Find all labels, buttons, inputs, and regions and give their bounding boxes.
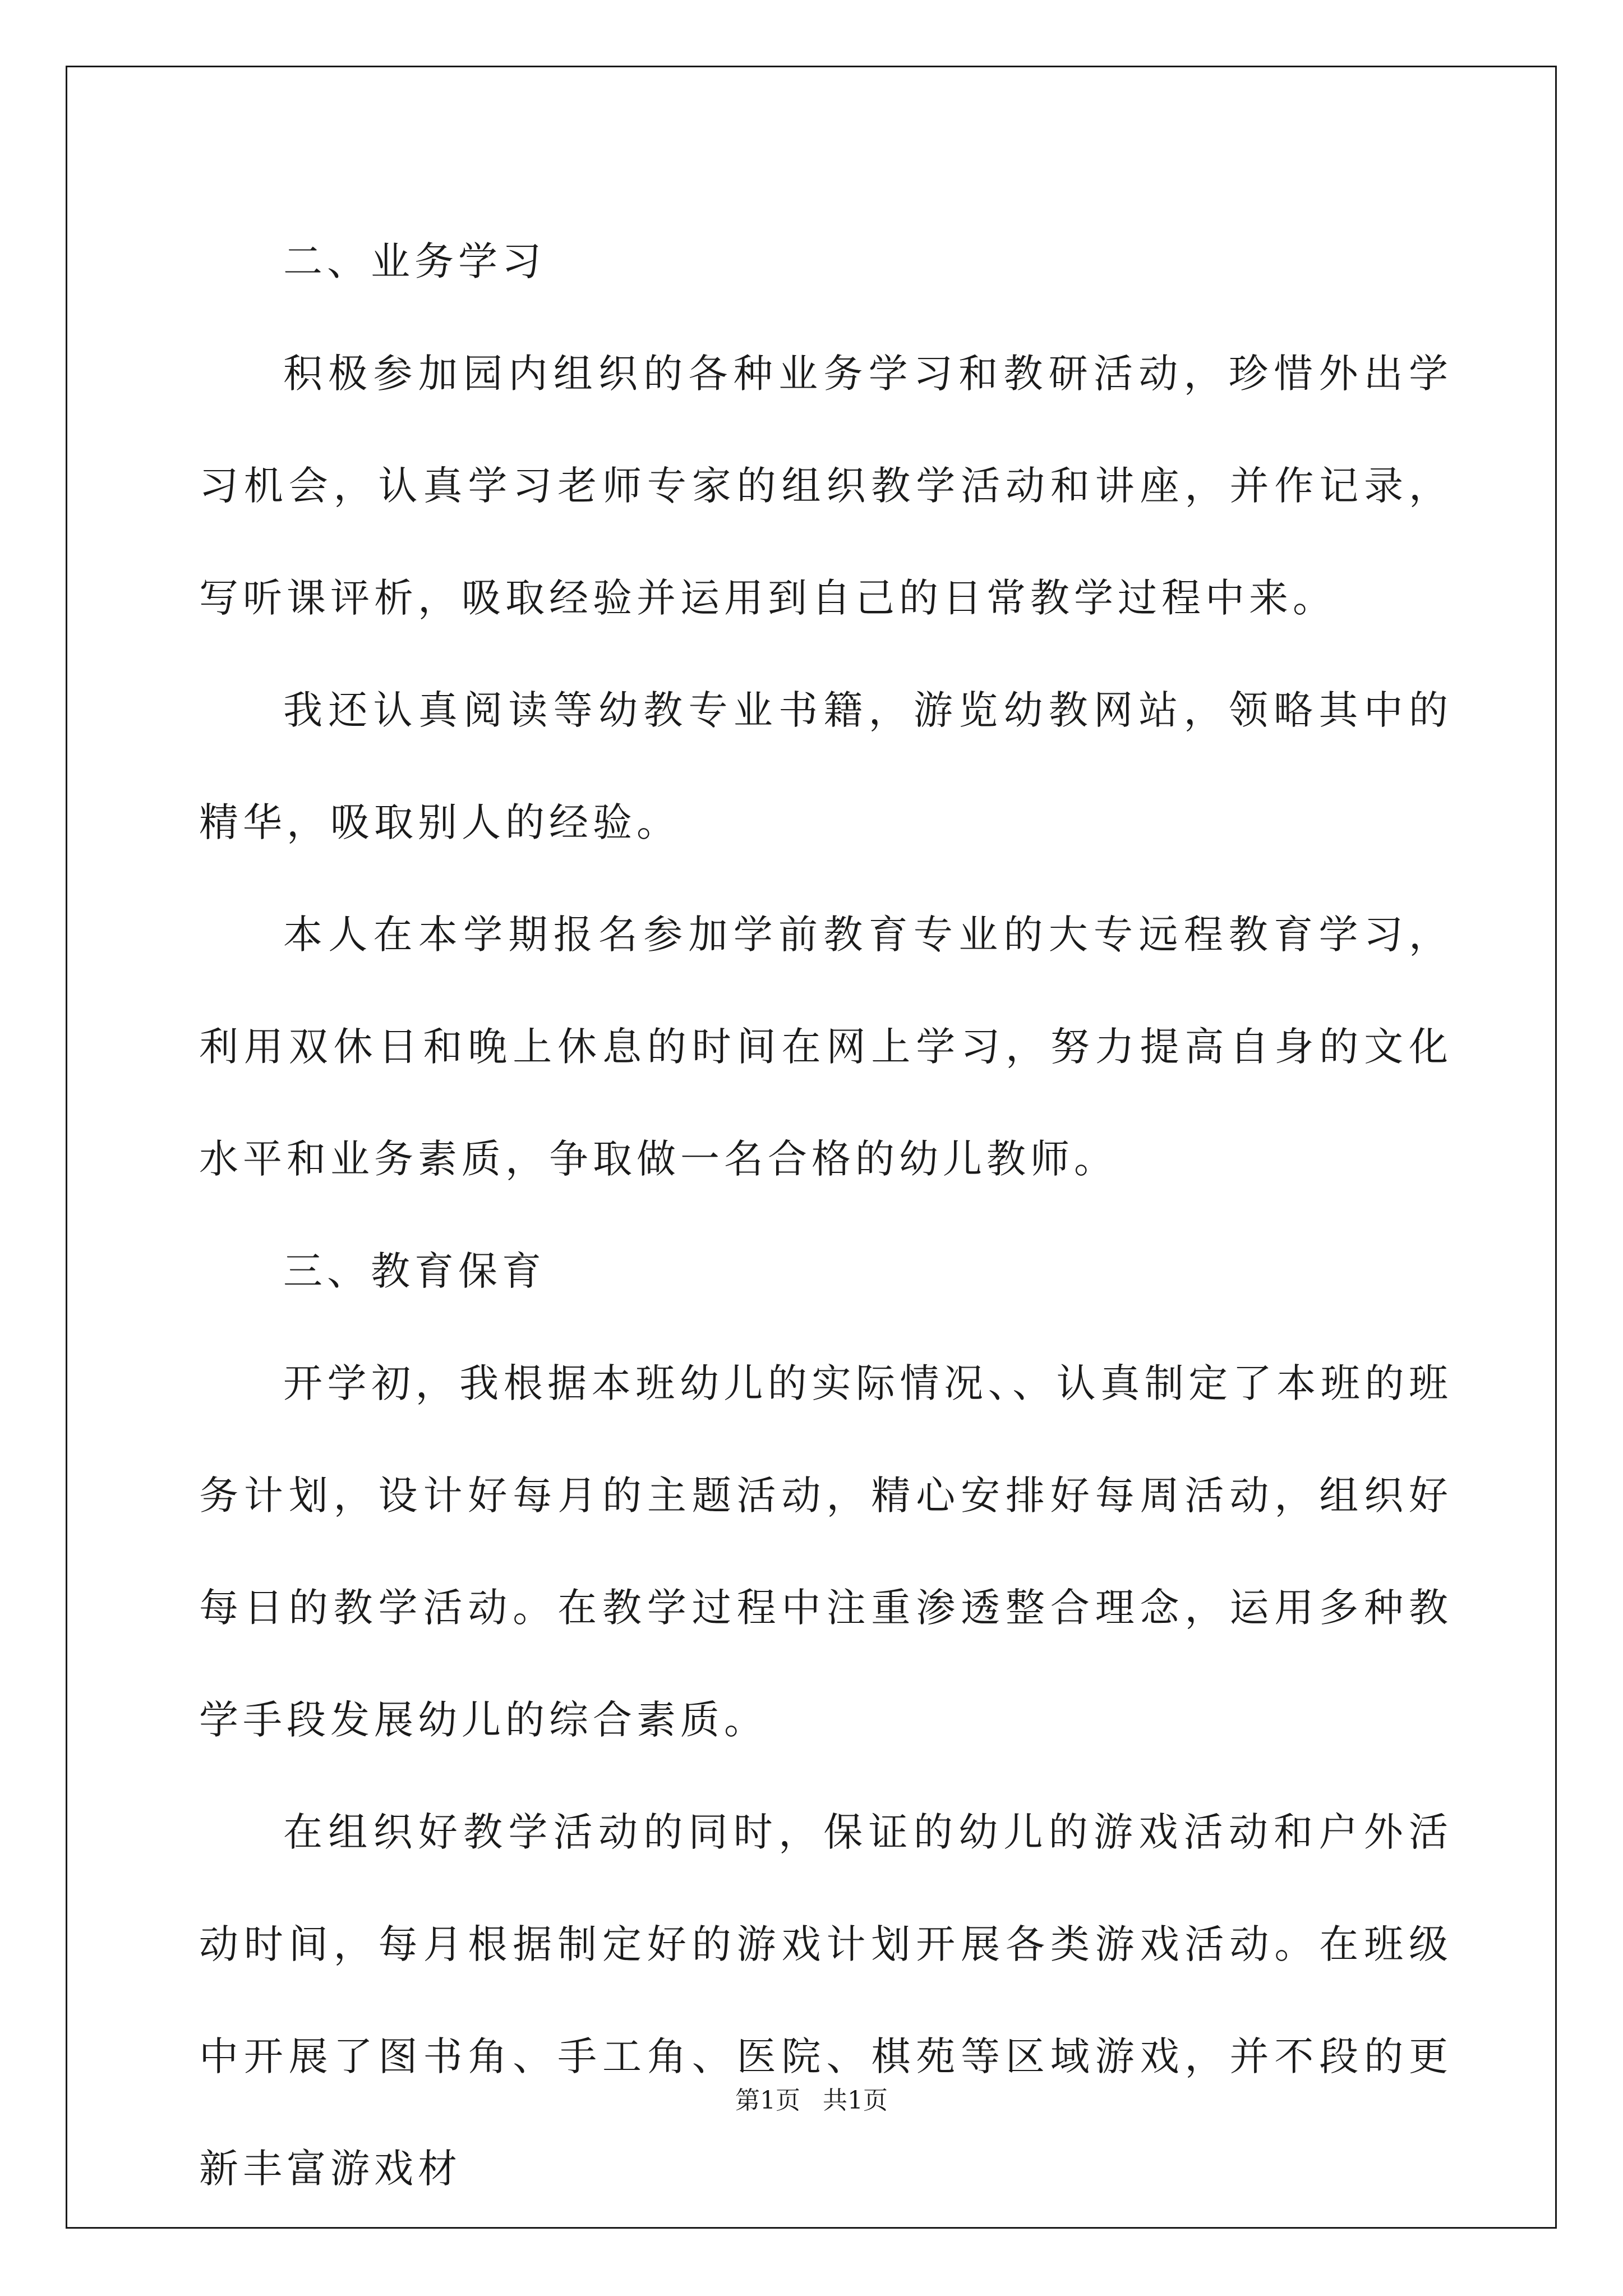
page-footer bbox=[0, 2080, 1623, 2116]
page-total: 共1页 bbox=[823, 2086, 888, 2115]
paragraph: 开学初，我根据本班幼儿的实际情况、、认真制定了本班的班务计划，设计好每月的主题活动，精心安排好每周活动，组织好每日的教学活动。在教学过程中注重渗透整合理念，运用多种教学手段发展幼儿的综合素质。 bbox=[199, 1360, 1453, 1743]
document-body bbox=[199, 205, 1453, 2225]
page-number: 第1页 bbox=[735, 2086, 800, 2115]
paragraph: 积极参加园内组织的各种业务学习和教研活动，珍惜外出学习机会，认真学习老师专家的组织教学活动和讲座，并作记录，写听课评析，吸取经验并运用到自己的日常教学过程中来。 bbox=[199, 351, 1453, 621]
paragraph: 我还认真阅读等幼教专业书籍，游览幼教网站，领略其中的精华，吸取别人的经验。 bbox=[199, 687, 1453, 845]
paragraph: 在组织好教学活动的同时，保证的幼儿的游戏活动和户外活动时间，每月根据制定好的游戏计划开展各类游戏活动。在班级中开展了图书角、手工角、医院、棋苑等区域游戏，并不段的更新丰富游戏材 bbox=[199, 1809, 1453, 2192]
section-heading-business-study: 二、业务学习 bbox=[283, 238, 546, 284]
paragraph: 本人在本学期报名参加学前教育专业的大专远程教育学习，利用双休日和晚上休息的时间在网上学习，努力提高自身的文化水平和业务素质，争取做一名合格的幼儿教师。 bbox=[199, 912, 1453, 1182]
section-heading-education-care: 三、教育保育 bbox=[283, 1248, 546, 1294]
